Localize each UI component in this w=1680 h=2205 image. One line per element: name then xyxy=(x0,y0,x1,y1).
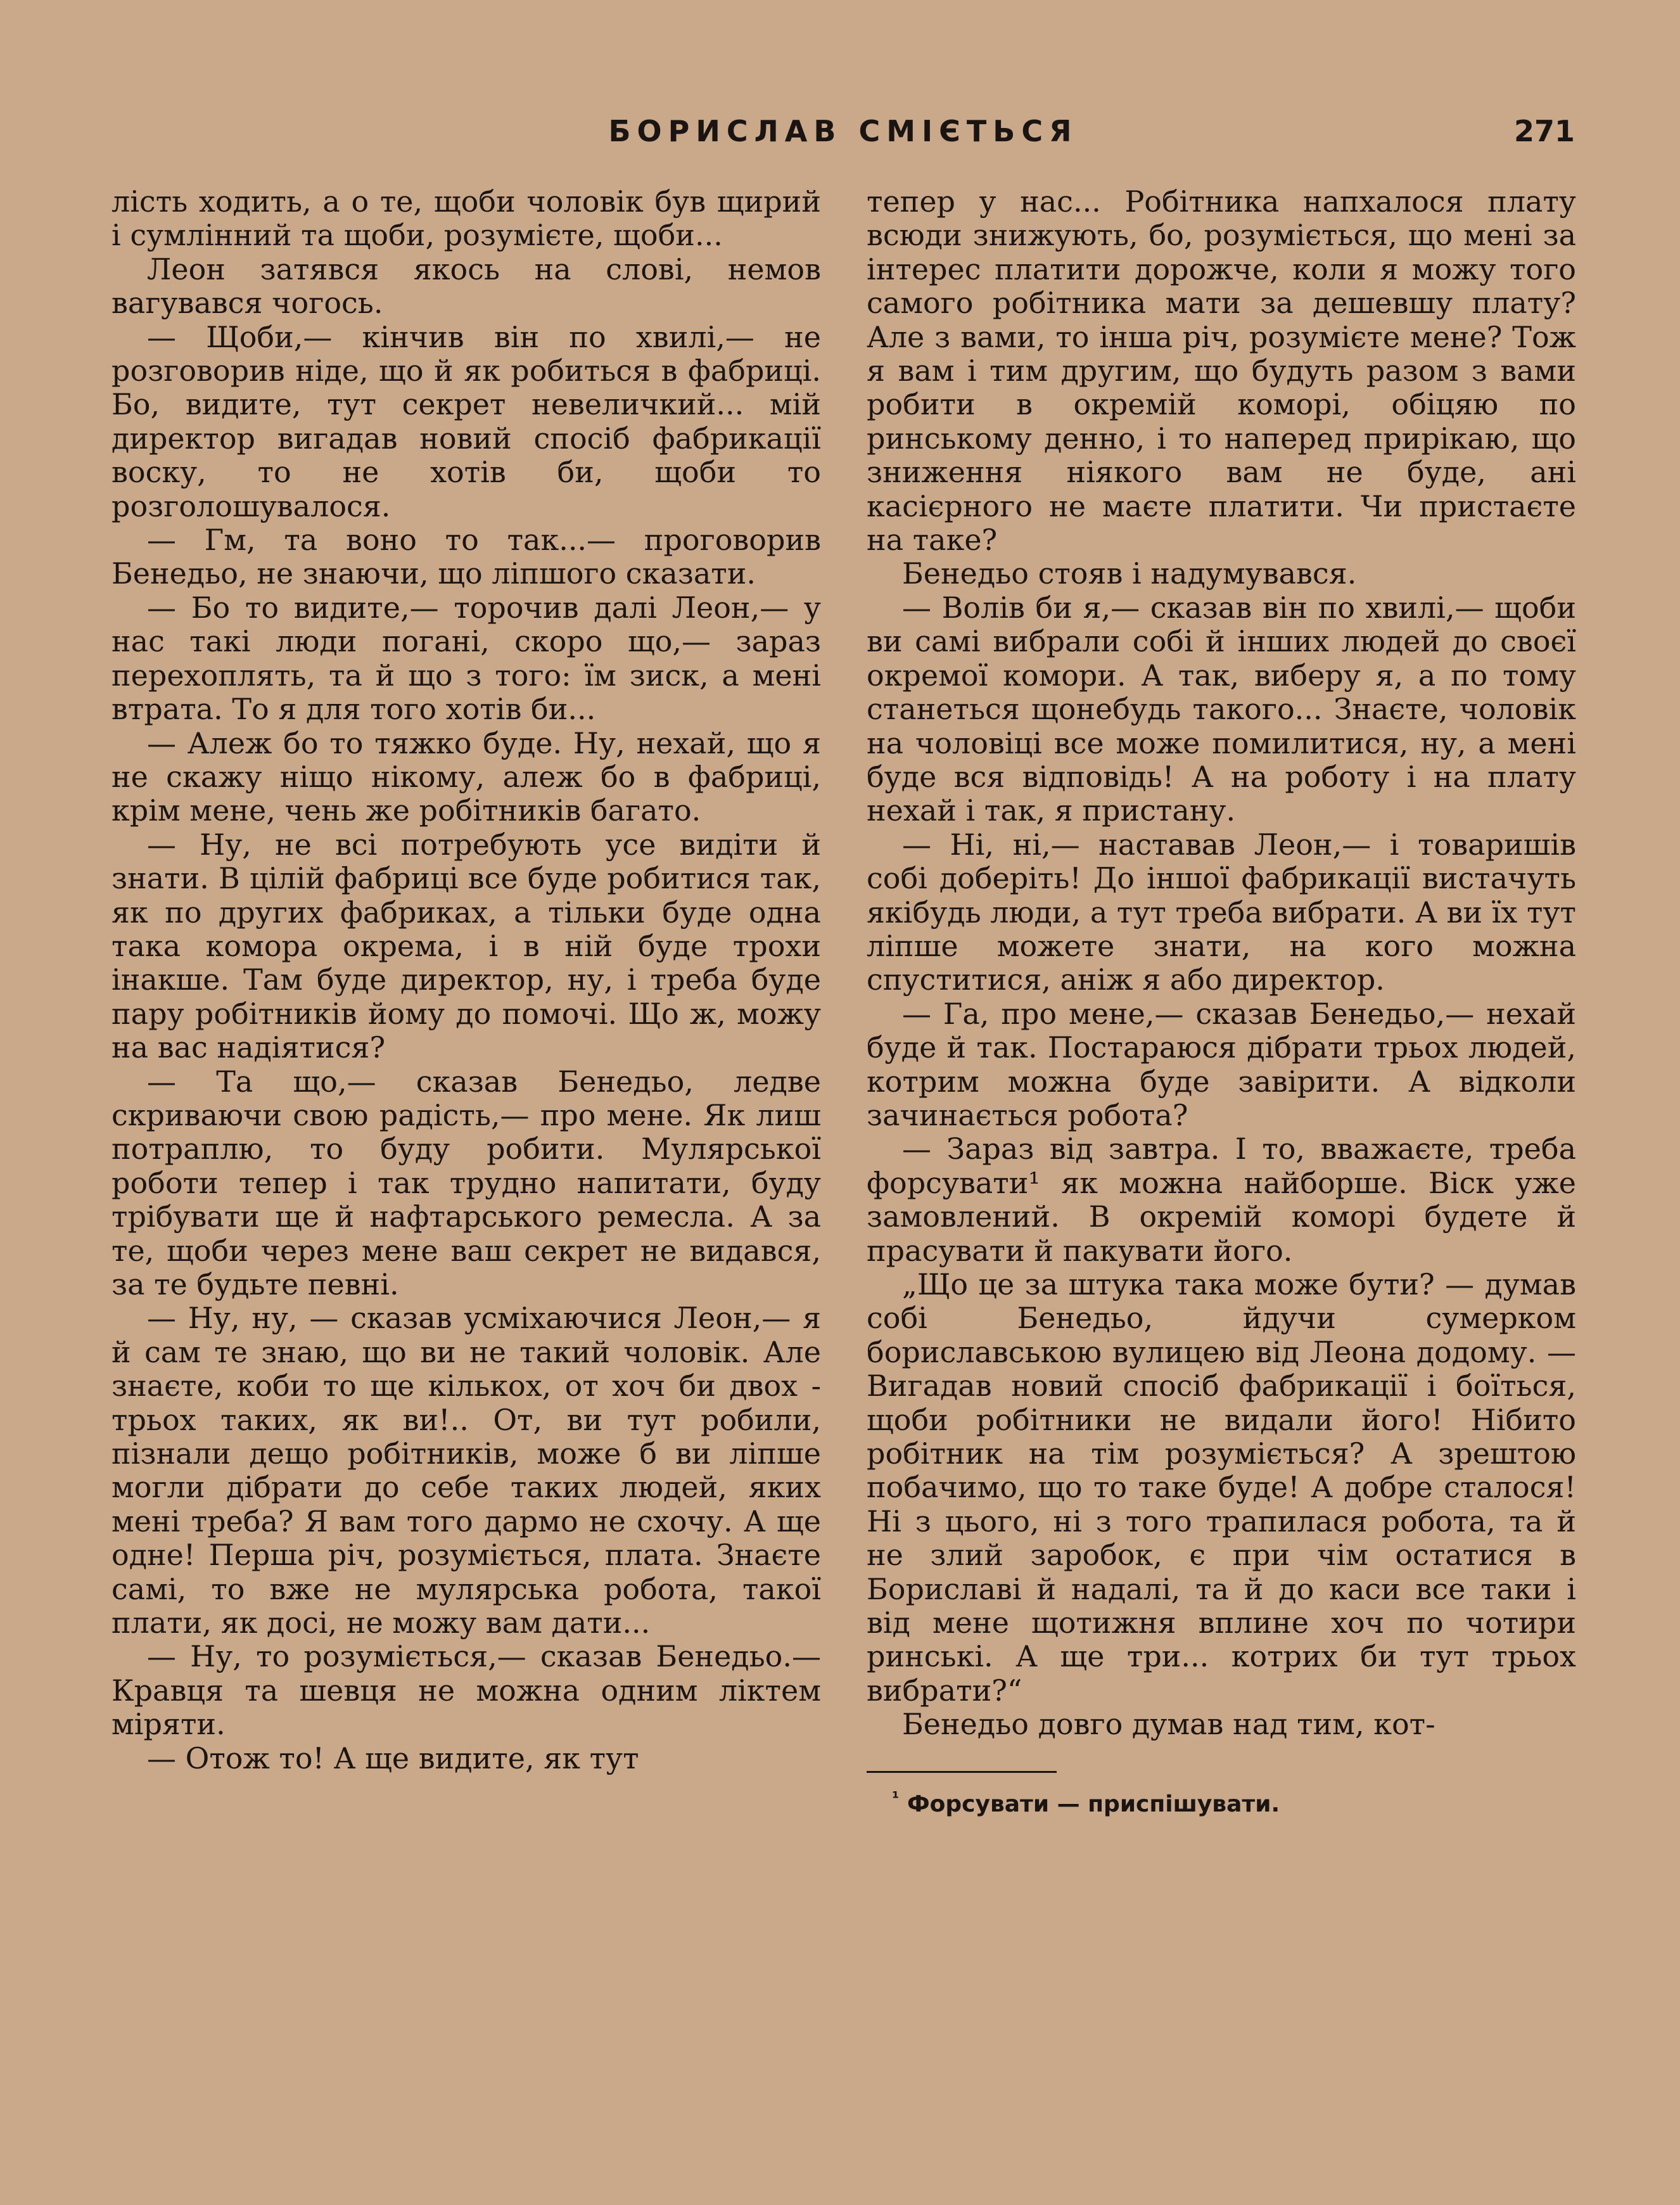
paragraph: — Ні, ні,— наставав Леон,— і товаришів собі доберіть! До іншої фабрикації вистачуть якібудь люди, а тут треба вибрати. А ви їх тут ліпше можете знати, на кого можна спуститися, аніж я або директор. xyxy=(867,827,1576,997)
paragraph: Бенедьо довго думав над тим, кот- xyxy=(902,1707,1435,1742)
footnote-text: Форсувати — приспішувати. xyxy=(907,1791,1280,1817)
footnote-divider xyxy=(867,1771,1057,1773)
paragraph: — Та що,— сказав Бенедьо, ледве скриваючи свою радість,— про мене. Як лиш потраплю, то буду робити. Мулярської роботи тепер і так трудно напитати, буду трібувати ще й нафтарського ремесла. А за те, щоби через мене ваш секрет не видався, за те будьте певні. xyxy=(111,1064,821,1301)
paragraph: тепер у нас... Робітника напхалося плату всюди знижують, бо, розуміється, що мені за інтерес платити дорожче, коли я можу того самого робітника мати за дешевшу плату? Але з вами, то інша річ, розумієте мене? Тож я вам і тим другим, що будуть разом з вами робити в окремій коморі, обіцяю по ринському денно, і то наперед прирікаю, що зниження ніякого вам не буде, ані касієрного не маєте платити. Чи пристаєте на таке? xyxy=(867,184,1576,558)
paragraph: — Ну, не всі потребують усе видіти й знати. В цілій фабриці все буде робитися так, як по других фабриках, а тільки буде одна така комора окрема, і в ній буде трохи інакше. Там буде директор, ну, і треба буде пару робітників йому до помочі. Що ж, можу на вас надіятися? xyxy=(111,827,821,1065)
paragraph: лість ходить, а о те, щоби чоловік був щирий і сумлінний та щоби, розумієте, щоби... xyxy=(111,184,821,253)
paragraph: — Отож то! А ще видите, як тут xyxy=(147,1741,639,1775)
right-column xyxy=(867,185,1576,1818)
paragraph: Леон затявся якось на слові, немов вагувався чогось. xyxy=(111,252,821,321)
paragraph: — Га, про мене,— сказав Бенедьо,— нехай буде й так. Постараюся дібрати трьох людей, котрим можна буде завірити. А відколи зачинається робота? xyxy=(867,996,1576,1132)
page-header xyxy=(111,114,1575,158)
page-number: 271 xyxy=(1513,114,1575,148)
footnote xyxy=(867,1784,1576,1818)
paragraph: „Що це за штука така може бути? — думав собі Бенедьо, йдучи сумерком бориславською вулицею від Леона додому. — Вигадав новий спосіб фабрикації і боїться, щоби робітники не видали його! Нібито робітник на тім розуміється? А зрештою побачимо, що то таке буде! А добре сталося! Ні з цього, ні з того трапилася робота, та й не злий заробок, є при чім остатися в Бориславі й надалі, та й до каси все таки і від мене щотижня вплине хоч по чотири ринські. А ще три... котрих би тут трьох вибрати?“ xyxy=(867,1267,1576,1708)
paragraph: — Гм, та воно то так...— проговорив Бенедьо, не знаючи, що ліпшого сказати. xyxy=(111,523,821,591)
running-title: БОРИСЛАВ СМІЄТЬСЯ xyxy=(608,114,1078,148)
left-column xyxy=(111,185,821,1775)
paragraph: — Щоби,— кінчив він по хвилі,— не розговорив ніде, що й як робиться в фабриці. Бо, видите, тут секрет невеличкий... мій директор вигадав новий спосіб фабрикації воску, то не хотів би, щоби то розголошувалося. xyxy=(111,319,821,523)
paragraph: — Ну, то розуміється,— сказав Бенедьо.— Кравця та шевця не можна одним ліктем міряти. xyxy=(111,1639,821,1742)
paragraph: — Волів би я,— сказав він по хвилі,— щоби ви самі вибрали собі й інших людей до своєї окремої комори. А так, виберу я, а по тому станеться щонебудь такого... Знаєте, чоловік на чоловіці все може помилитися, ну, а мені буде вся відповідь! А на роботу і на плату нехай і так, я пристану. xyxy=(867,590,1576,828)
paragraph: — Бо то видите,— торочив далі Леон,— у нас такі люди погані, скоро що,— зараз перехоплять, та й що з того: їм зиск, а мені втрата. То я для того хотів би... xyxy=(111,590,821,727)
paragraph: — Ну, ну, — сказав усміхаючися Леон,— я й сам те знаю, що ви не такий чоловік. Але знаєте, коби то ще кількох, от хоч би двох - трьох таких, як ви!.. От, ви тут робили, пізнали дещо робітників, може б ви ліпше могли дібрати до себе таких людей, яких мені треба? Я вам того дармо не схочу. А ще одне! Перша річ, розуміється, плата. Знаєте самі, то вже не мулярська робота, такої плати, як досі, не можу вам дати... xyxy=(111,1301,821,1640)
paragraph: — Алеж бо то тяжко буде. Ну, нехай, що я не скажу ніщо нікому, алеж бо в фабриці, крім мене, чень же робітників багато. xyxy=(111,725,821,828)
paragraph: — Зараз від завтра. І то, вважаєте, треба форсувати¹ як можна найборше. Віск уже замовлений. В окремій коморі будете й прасувати й пакувати його. xyxy=(867,1132,1576,1268)
footnote-marker: ¹ xyxy=(892,1788,900,1808)
paragraph: Бенедьо стояв і надумувався. xyxy=(902,556,1357,591)
